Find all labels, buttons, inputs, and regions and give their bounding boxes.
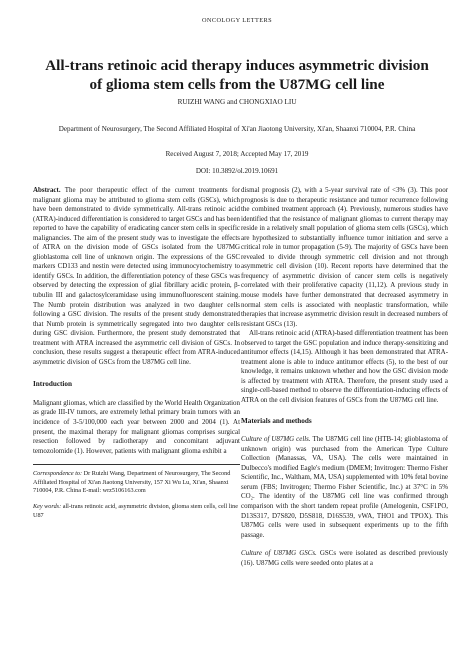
intro-paragraph-2: All-trans retinoic acid (ATRA)-based differentiation treatment has been observed to target the GSC population and induce therapy-sensitizing and antitumor effects (14,15). Although it has been demonstrated that ATRA-treatment alone is able to induce antitumor effects (5), to the best of our knowledge, it remains unknown whether and how the GSC division mode is affected by treatment with ATRA. Therefore, the present study used a single-cell-based method to observe the differentiation-inducing effects of ATRA on the cell division features of GSCs from the U87MG cell line. — [241, 329, 448, 405]
abstract-text: The poor therapeutic effect of the current treatments for malignant glioma may be attributed to glioma stem cells (GSCs), which have been demonstrated to divide symmetrically. All-trans retinoic acid (ATRA)-induced differentiation is considered to target GSCs and has been reported to have the capability of eradicating cancer stem cells in specific malignancies. The aim of the present study was to investigate the effects of ATRA on the division mode of GSCs isolated from the U87MG glioblastoma cell line of unknown origin. The expressions of the GSC markers CD133 and nestin were detected using immunocytochemistry to identify GSCs. In addition, the differentiation potency of these GSCs was observed by detecting the expression of glial fibrillary acidic protein, β-tubulin III and galactosylceramidase using immunofluorescent staining. The Numb protein distribution was analyzed in two daughter cells following a GSC division. The results of the present study demonstrated that Numb protein is symmetrically segregated into two daughter cells during GSC division. Furthermore, the present study demonstrated that treatment with ATRA increased the asymmetric cell division of GSCs. In conclusion, these results suggest a therapeutic effect from ATRA-induced asymmetric division of GSCs from the U87MG cell line. — [33, 186, 240, 366]
left-column — [33, 186, 240, 520]
gsc-heading: Culture of U87MG GSCs. — [241, 549, 317, 558]
keywords-text: all-trans retinoic acid, asymmetric division, glioma stem cells, cell line U87 — [33, 503, 238, 519]
gsc-paragraph — [241, 549, 448, 568]
journal-header: ONCOLOGY LETTERS — [201, 17, 272, 24]
keywords-label: Key words: — [33, 503, 62, 511]
correspondence-text: Dr Ruizhi Wang, Department of Neurosurgery, The Second Affiliated Hospital of Xi'an Jiaotong University, 157 Xi Wu Lu, Xi'an, Shaanxi 710004, P.R. China E-mail: wrz5106163.com — [33, 470, 231, 495]
abstract — [33, 186, 240, 367]
intro-continued: dismal prognosis (2), with a 5-year survival rate of <3% (3). This poor prognosis is due to therapeutic resistance and tumor recurrence following the combined treatment approach (4). Previously, numerous studies have identified that the resistance of malignant gliomas to current therapy may reside in a relatively small population of glioma stem cells (GSCs), which are hypothesized to substantially influence tumor initiation and serve a critical role in tumor propagation (5-9). The majority of GSCs have been revealed to divide through symmetric cell division and not through asymmetric cell division (10). Recent reports have determined that the frequency of asymmetric division of cancer stem cells is negatively correlated with their proliferative capacity (11,12). A previous study in mouse models have further demonstrated that decreased asymmetry in normal stem cells is associated with neoplastic transformation, while therapies that increase asymmetric division result in decreased numbers of resistant GSCs (13). — [241, 186, 448, 328]
author-affiliation: Department of Neurosurgery, The Second Affiliated Hospital of Xi'an Jiaotong University, Xi'an, Shaanxi 710004, P.R. China — [58, 125, 416, 133]
correspondence-note — [33, 470, 240, 495]
article-authors: RUIZHI WANG and CHONGXIAO LIU — [177, 98, 297, 106]
keywords-note — [33, 503, 240, 520]
introduction-text: Malignant gliomas, which are classified by the World Health Organization as grade III-IV tumors, are extremely lethal primary brain tumors with an incidence of 3-5/100,000 each year between 2000 and 2004 (1). At present, the maximal therapy for malignant gliomas comprises surgical resection followed by radiotherapy and concomitant adjuvant temozolomide (1). However, patients with malignant glioma exhibit a — [33, 398, 240, 455]
methods-heading: Materials and methods — [241, 416, 312, 425]
culture-paragraph — [241, 435, 448, 540]
article-title: All-trans retinoic acid therapy induces asymmetric division of glioma stem cells from the U87MG cell line — [45, 57, 429, 93]
abstract-label: Abstract. — [33, 186, 61, 194]
introduction-heading: Introduction — [33, 380, 73, 389]
culture-text: The U87MG cell line (HTB-14; glioblastoma of unknown origin) was purchased from the American Type Culture Collection (Manassas, VA, USA). The cells were maintained in Dulbecco's modified Eagle's medium (DMEM; Invitrogen: Thermo Fisher Scientific, Inc., Waltham, MA, USA) supplemented with 10% fetal bovine serum (FBS; Invitrogen; Thermo Fisher Scientific, Inc.) at 37°C in 5% CO₂. The identity of the U87MG cell line was confirmed through comparison with the short tandem repeat profile (Amelogenin, CSF1PO, D13S317, D7S820, D5S818, D16S539, vWA, THO1 and TPOX). This U87MG cells were used in subsequent experiments up to the fifth passage. — [241, 435, 448, 539]
correspondence-label: Correspondence to: — [33, 470, 83, 478]
article-doi[interactable]: DOI: 10.3892/ol.2019.10691 — [195, 167, 279, 175]
article-dates: Received August 7, 2018; Accepted May 17, 2019 — [165, 150, 309, 158]
right-column — [241, 186, 448, 568]
gsc-text: GSCs were isolated as described previously (16). U87MG cells were seeded onto plates at a — [241, 549, 449, 567]
culture-heading: Culture of U87MG cells. — [241, 435, 311, 444]
